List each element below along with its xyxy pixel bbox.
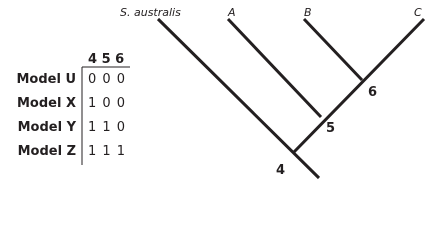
node-4-label: 4 — [276, 163, 286, 178]
model-u-code: 0 0 0 — [88, 72, 127, 87]
node-5-label: 5 — [326, 121, 336, 136]
model-z-code: 1 1 1 — [88, 144, 127, 159]
phylogenetic-tree — [158, 19, 424, 178]
model-x-code: 1 0 0 — [88, 96, 127, 111]
model-z-label: Model Z — [17, 144, 76, 159]
taxon-s-australis-label: S. australis — [120, 6, 181, 19]
model-y-label: Model Y — [17, 120, 76, 135]
branch-b — [304, 19, 362, 80]
taxon-b-label: B — [304, 6, 312, 19]
model-u-label: Model U — [16, 72, 76, 87]
branch-s-australis — [158, 19, 319, 178]
model-y-code: 1 1 0 — [88, 120, 127, 135]
model-table — [16, 52, 130, 165]
table-header: 4 5 6 — [88, 52, 125, 67]
node-6-label: 6 — [368, 85, 378, 100]
taxon-a-label: A — [228, 6, 236, 19]
branch-c — [294, 19, 424, 152]
taxon-c-label: C — [414, 6, 422, 19]
model-x-label: Model X — [17, 96, 76, 111]
